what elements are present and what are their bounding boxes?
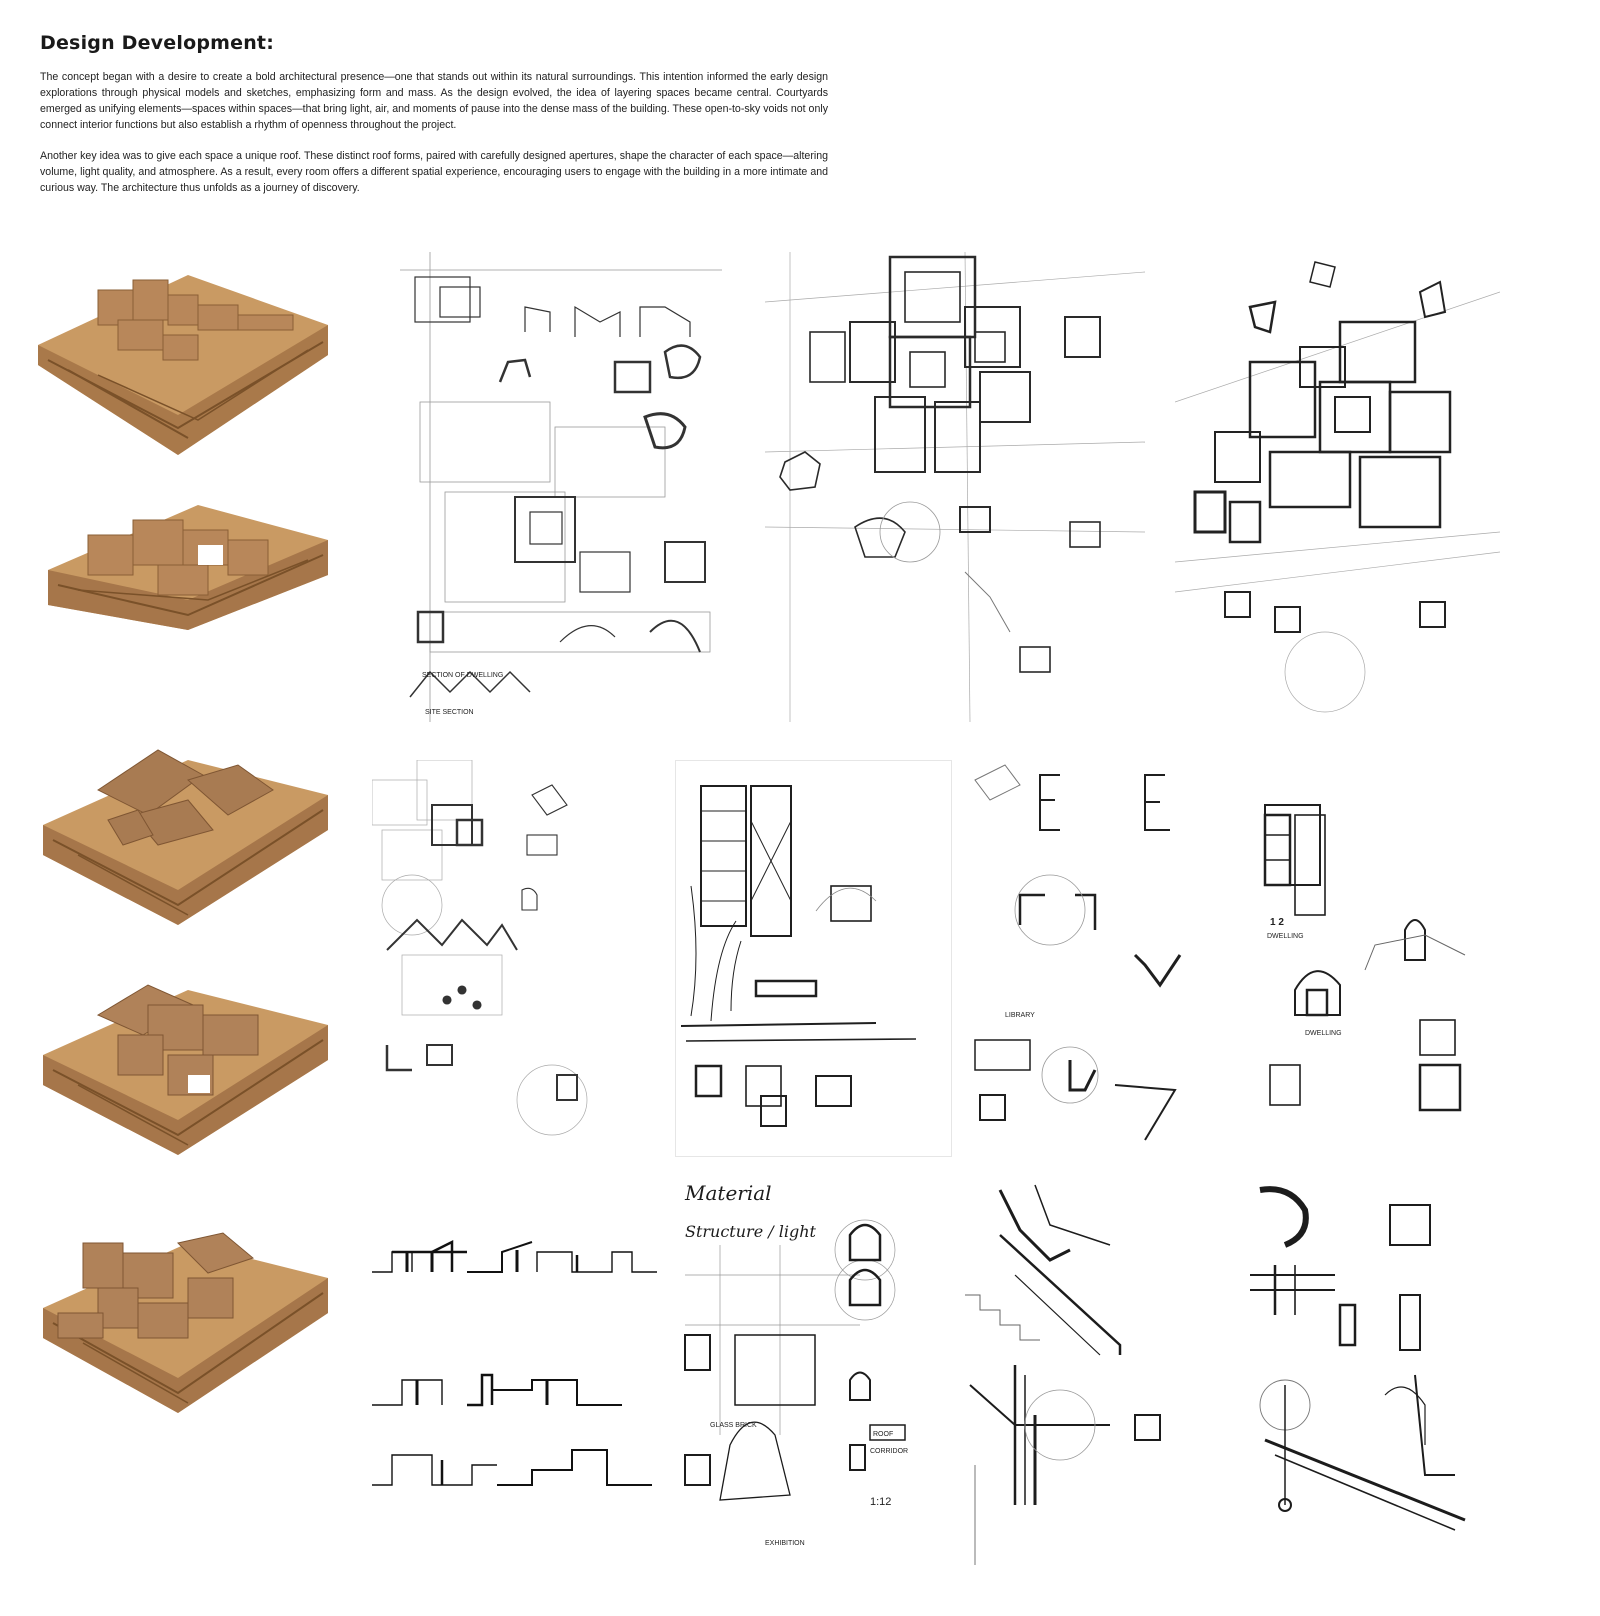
label-dwelling-top: DWELLING <box>1267 933 1304 940</box>
label-scale: 1:12 <box>870 1496 892 1508</box>
model-photo-4 <box>38 975 328 1185</box>
sketch-sheet-elevation <box>675 760 952 1157</box>
model-photo-5 <box>38 1218 328 1428</box>
label-structure-light: Structure / light <box>685 1222 816 1241</box>
model-photo-3 <box>38 735 328 945</box>
label-library: LIBRARY <box>1005 1012 1035 1019</box>
sketch-sheet-courtyard-plan <box>765 252 1145 722</box>
sketch-sheet-layered-plan <box>1175 252 1500 732</box>
sketch-sheet-roof-studies <box>372 760 657 1140</box>
sketch-sheet-details <box>1245 1175 1505 1565</box>
label-dwelling-bottom: DWELLING <box>1305 1030 1342 1037</box>
label-roof: ROOF <box>873 1431 894 1438</box>
sketch-sheet-material <box>680 1175 950 1565</box>
page-title: Design Development: <box>40 32 275 54</box>
label-section-dwelling: SECTION OF DWELLING <box>422 672 504 679</box>
model-photo-1 <box>38 250 328 460</box>
sketch-sheet-roof-sections <box>372 1200 657 1540</box>
sketch-sheet-sections <box>400 252 722 722</box>
sketch-sheet-stair-detail <box>960 1175 1215 1565</box>
sketch-sheet-library <box>965 760 1235 1155</box>
label-site-section: SITE SECTION <box>425 709 474 716</box>
intro-paragraph-1: The concept began with a desire to create a bold architectural presence—one that stands out within its natural surroundings. This intention informed the early design explorations through physical models and sketches, emphasizing form and mass. As the design evolved, the idea of layering spaces became central. Courtyards emerged as unifying elements—spaces within spaces—that bring light, air, and moments of pause into the dense mass of the building. These open-to-sky voids not only connect interior functions but also establish a rhythm of openness throughout the project. <box>40 71 828 131</box>
label-exhibition: EXHIBITION <box>765 1540 805 1547</box>
intro-paragraph-2: Another key idea was to give each space a unique roof. These distinct roof forms, paired with carefully designed apertures, shape the character of each space—altering volume, light quality, and atmosphere. As a result, every room offers a different spatial experience, encouraging users to engage with the building in a more intimate and curious way. The architecture thus unfolds as a journey of discovery. <box>40 150 828 194</box>
label-glass-brick: GLASS BRICK <box>710 1422 757 1429</box>
model-photo-2 <box>38 490 328 700</box>
label-corridor: CORRIDOR <box>870 1448 909 1455</box>
svg-text:1 2: 1 2 <box>1270 917 1284 928</box>
sketch-sheet-dwelling <box>1255 760 1505 1155</box>
label-material: Material <box>685 1181 772 1205</box>
